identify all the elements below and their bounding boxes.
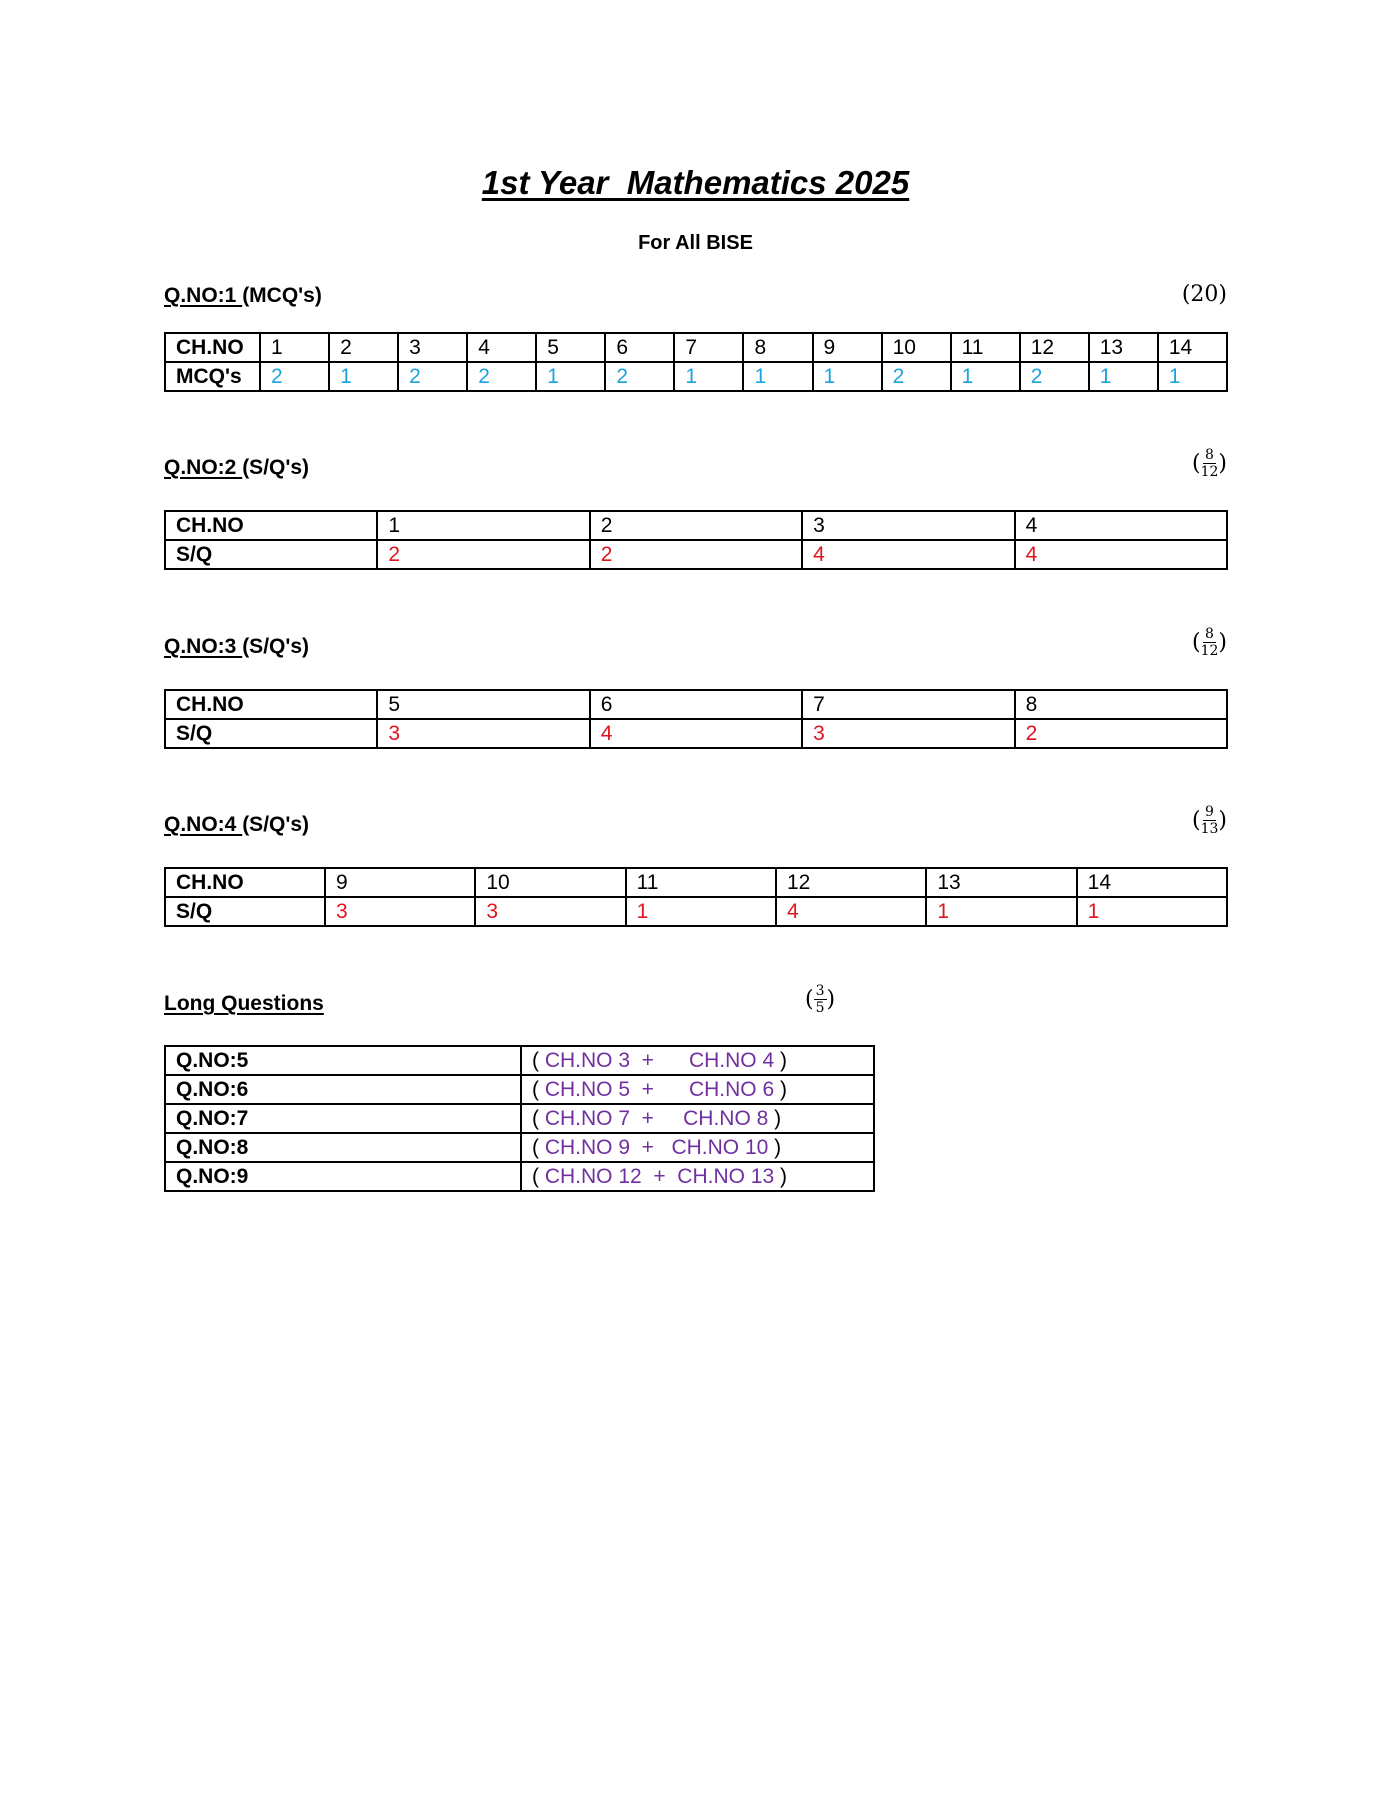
q1-heading-number: Q.NO:1 bbox=[164, 284, 243, 307]
mcq-count-cell: 1 bbox=[329, 362, 398, 391]
chapter-cell: 2 bbox=[329, 333, 398, 362]
q3-heading bbox=[164, 635, 309, 659]
sq-count-cell: 4 bbox=[1015, 540, 1227, 569]
chapter-cell: 14 bbox=[1158, 333, 1227, 362]
q4-marks-numerator: 9 bbox=[1205, 804, 1214, 820]
question-chapters: ( CH.NO 9 + CH.NO 10 ) bbox=[521, 1133, 874, 1162]
chapter-cell: 11 bbox=[626, 868, 776, 897]
chapter-cell: 8 bbox=[1015, 690, 1227, 719]
long-question-row bbox=[165, 1046, 874, 1075]
chapter-cell: 4 bbox=[467, 333, 536, 362]
long-questions-marks-fraction: ( $\frac{3}{5}$ ) bbox=[805, 983, 836, 1016]
chapter-cell: 3 bbox=[398, 333, 467, 362]
sq-count-cell: 3 bbox=[377, 719, 589, 748]
q1-heading-type: (MCQ's) bbox=[242, 284, 322, 307]
chapter-pair: CH.NO 5 + CH.NO 6 bbox=[544, 1078, 775, 1101]
document-subtitle: For All BISE bbox=[638, 232, 753, 254]
mcq-count-cell: 2 bbox=[467, 362, 536, 391]
sq-count-cell: 4 bbox=[590, 719, 802, 748]
sq-count-cell: 3 bbox=[325, 897, 475, 926]
chapter-pair: CH.NO 9 + CH.NO 10 bbox=[544, 1136, 769, 1159]
chapter-cell: 10 bbox=[475, 868, 625, 897]
mcq-count-cell: 2 bbox=[882, 362, 951, 391]
chapter-cell: 1 bbox=[260, 333, 329, 362]
q2-table bbox=[164, 510, 1228, 570]
q3-heading-type: (S/Q's) bbox=[242, 635, 310, 658]
sq-count-cell: 4 bbox=[776, 897, 926, 926]
mcq-count-cell: 1 bbox=[1089, 362, 1158, 391]
sq-count-cell: 1 bbox=[926, 897, 1076, 926]
long-question-row bbox=[165, 1104, 874, 1133]
question-chapters: ( CH.NO 5 + CH.NO 6 ) bbox=[521, 1075, 874, 1104]
q3-marks-fraction: ( $\frac{8}{12}$ ) bbox=[1191, 626, 1227, 659]
chapter-cell: 13 bbox=[1089, 333, 1158, 362]
chapter-cell: 5 bbox=[377, 690, 589, 719]
q1-marks: (20) bbox=[1181, 282, 1227, 307]
row-label: CH.NO bbox=[165, 690, 377, 719]
chapter-pair: CH.NO 7 + CH.NO 8 bbox=[544, 1107, 769, 1130]
q4-marks-denominator: 13 bbox=[1200, 821, 1219, 837]
chapter-cell: 3 bbox=[802, 511, 1014, 540]
q2-marks-fraction: ( $\frac{8}{12}$ ) bbox=[1191, 447, 1227, 480]
q4-heading bbox=[164, 813, 309, 837]
chapter-cell: 6 bbox=[605, 333, 674, 362]
long-questions-heading-text: Long Questions bbox=[164, 992, 324, 1015]
q1-value-row bbox=[165, 362, 1227, 391]
mcq-count-cell: 1 bbox=[743, 362, 812, 391]
q1-heading bbox=[164, 284, 322, 308]
q2-heading-number: Q.NO:2 bbox=[164, 456, 243, 479]
chapter-cell: 12 bbox=[776, 868, 926, 897]
title-text: 1st Year Mathematics 2025 bbox=[481, 164, 910, 201]
question-number: Q.NO:9 bbox=[165, 1162, 521, 1191]
row-label: CH.NO bbox=[165, 333, 260, 362]
q2-marks-numerator: 8 bbox=[1205, 447, 1214, 463]
mcq-count-cell: 2 bbox=[260, 362, 329, 391]
question-chapters: ( CH.NO 3 + CH.NO 4 ) bbox=[521, 1046, 874, 1075]
question-chapters: ( CH.NO 12 + CH.NO 13 ) bbox=[521, 1162, 874, 1191]
q3-value-row bbox=[165, 719, 1227, 748]
q4-chapter-row bbox=[165, 868, 1227, 897]
long-questions-heading bbox=[164, 992, 324, 1016]
chapter-pair: CH.NO 12 + CH.NO 13 bbox=[544, 1165, 775, 1188]
chapter-cell: 10 bbox=[882, 333, 951, 362]
sq-count-cell: 2 bbox=[590, 540, 802, 569]
q4-heading-number: Q.NO:4 bbox=[164, 813, 243, 836]
sq-count-cell: 1 bbox=[626, 897, 776, 926]
long-questions-marks-denominator: 5 bbox=[815, 1000, 825, 1016]
q1-chapter-row bbox=[165, 333, 1227, 362]
chapter-cell: 2 bbox=[590, 511, 802, 540]
chapter-cell: 14 bbox=[1077, 868, 1227, 897]
long-questions-table bbox=[164, 1045, 875, 1192]
sq-count-cell: 2 bbox=[1015, 719, 1227, 748]
q2-heading-type: (S/Q's) bbox=[242, 456, 310, 479]
long-question-row bbox=[165, 1162, 874, 1191]
sq-count-cell: 1 bbox=[1077, 897, 1227, 926]
sq-count-cell: 4 bbox=[802, 540, 1014, 569]
document-title bbox=[0, 164, 1391, 202]
chapter-cell: 11 bbox=[951, 333, 1020, 362]
q2-chapter-row bbox=[165, 511, 1227, 540]
mcq-count-cell: 2 bbox=[1020, 362, 1089, 391]
question-number: Q.NO:5 bbox=[165, 1046, 521, 1075]
mcq-count-cell: 2 bbox=[605, 362, 674, 391]
row-label: MCQ's bbox=[165, 362, 260, 391]
chapter-cell: 6 bbox=[590, 690, 802, 719]
long-question-row bbox=[165, 1075, 874, 1104]
q4-heading-type: (S/Q's) bbox=[242, 813, 310, 836]
sq-count-cell: 3 bbox=[802, 719, 1014, 748]
q2-value-row bbox=[165, 540, 1227, 569]
question-number: Q.NO:6 bbox=[165, 1075, 521, 1104]
mcq-count-cell: 1 bbox=[951, 362, 1020, 391]
chapter-cell: 1 bbox=[377, 511, 589, 540]
chapter-pair: CH.NO 3 + CH.NO 4 bbox=[544, 1049, 775, 1072]
question-number: Q.NO:8 bbox=[165, 1133, 521, 1162]
q3-marks-denominator: 12 bbox=[1200, 643, 1219, 659]
mcq-count-cell: 1 bbox=[674, 362, 743, 391]
question-number: Q.NO:7 bbox=[165, 1104, 521, 1133]
row-label: S/Q bbox=[165, 540, 377, 569]
q2-marks-denominator: 12 bbox=[1200, 464, 1219, 480]
sq-count-cell: 2 bbox=[377, 540, 589, 569]
mcq-count-cell: 1 bbox=[813, 362, 882, 391]
mcq-count-cell: 2 bbox=[398, 362, 467, 391]
q1-table bbox=[164, 332, 1228, 392]
chapter-cell: 9 bbox=[813, 333, 882, 362]
q4-table bbox=[164, 867, 1228, 927]
row-label: S/Q bbox=[165, 897, 325, 926]
chapter-cell: 12 bbox=[1020, 333, 1089, 362]
q3-heading-number: Q.NO:3 bbox=[164, 635, 243, 658]
chapter-cell: 13 bbox=[926, 868, 1076, 897]
long-question-row bbox=[165, 1133, 874, 1162]
long-questions-marks-numerator: 3 bbox=[815, 983, 825, 999]
q3-table bbox=[164, 689, 1228, 749]
chapter-cell: 7 bbox=[674, 333, 743, 362]
chapter-cell: 8 bbox=[743, 333, 812, 362]
q2-heading bbox=[164, 456, 309, 480]
row-label: CH.NO bbox=[165, 511, 377, 540]
mcq-count-cell: 1 bbox=[536, 362, 605, 391]
mcq-count-cell: 1 bbox=[1158, 362, 1227, 391]
q4-marks-fraction: ( $\frac{9}{13}$ ) bbox=[1191, 804, 1227, 837]
chapter-cell: 4 bbox=[1015, 511, 1227, 540]
q4-value-row bbox=[165, 897, 1227, 926]
q3-marks-numerator: 8 bbox=[1205, 626, 1214, 642]
question-chapters: ( CH.NO 7 + CH.NO 8 ) bbox=[521, 1104, 874, 1133]
chapter-cell: 5 bbox=[536, 333, 605, 362]
row-label: S/Q bbox=[165, 719, 377, 748]
chapter-cell: 9 bbox=[325, 868, 475, 897]
q3-chapter-row bbox=[165, 690, 1227, 719]
sq-count-cell: 3 bbox=[475, 897, 625, 926]
chapter-cell: 7 bbox=[802, 690, 1014, 719]
row-label: CH.NO bbox=[165, 868, 325, 897]
